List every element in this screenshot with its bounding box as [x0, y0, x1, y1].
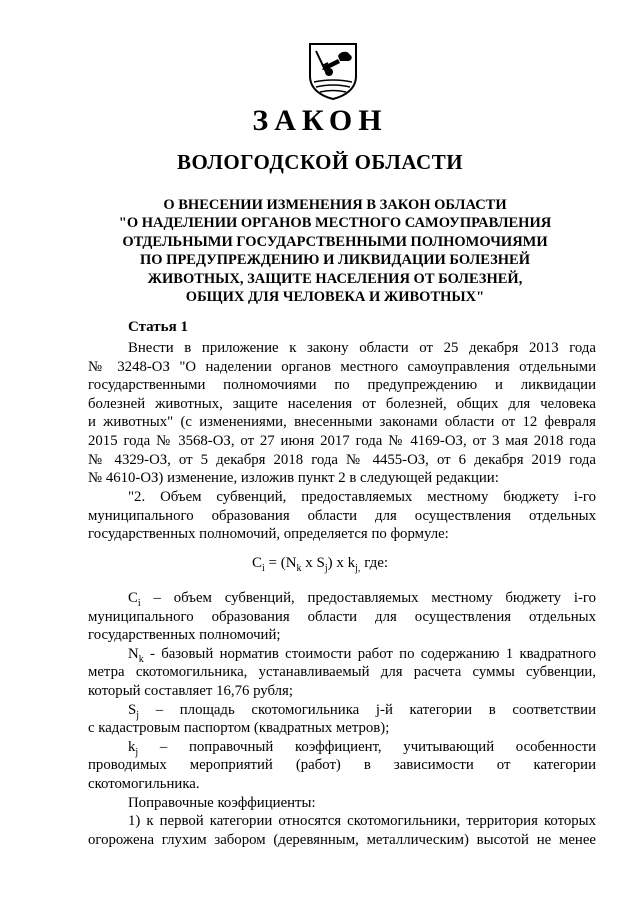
title-line: "О НАДЕЛЕНИИ ОРГАНОВ МЕСТНОГО САМОУПРАВЛЕНИЯ [118, 215, 552, 232]
article-paragraph [88, 339, 596, 488]
document-title [95, 196, 575, 306]
text-line: № 4329-ОЗ, от 5 декабря 2018 года № 4455-ОЗ, от 6 декабря 2019 года [88, 451, 596, 468]
text-line: № 3248-ОЗ "О наделении органов местного самоуправления отдельными [88, 358, 596, 375]
formula-subscript: j, [355, 563, 361, 574]
text-line: муниципального образования области для осуществления отдельных [88, 507, 596, 524]
formula-subscript: j [324, 563, 328, 574]
formula-part: x S [301, 555, 325, 571]
formula-part: где: [360, 555, 389, 571]
coefficients-heading: Поправочные коэффициенты: [128, 794, 316, 811]
text-line: с кадастровым паспортом (квадратных метров); [88, 720, 390, 737]
formula [0, 555, 640, 574]
title-line: ОБЩИХ ДЛЯ ЧЕЛОВЕКА И ЖИВОТНЫХ" [185, 289, 485, 306]
title-line: ПО ПРЕДУПРЕЖДЕНИЮ И ЛИКВИДАЦИИ БОЛЕЗНЕЙ [139, 252, 531, 269]
definition-sj: $S_j$ – площадь скотомогильника j-й категории в соответствии [128, 701, 596, 721]
text-line: муниципального образования области для осуществления отдельных [88, 608, 596, 625]
formula-part: ) x k [327, 555, 356, 571]
article-heading: Статья 1 [128, 319, 188, 335]
text-line: Внести в приложение к закону области от 25 декабря 2013 года [128, 340, 596, 356]
definition-nk: $N_k$ - базовый норматив стоимости работ по содержанию 1 квадратного [128, 645, 596, 665]
text-line: 2015 года № 3568-ОЗ, от 27 июня 2017 года № 4169-ОЗ, от 3 мая 2018 года [88, 432, 596, 449]
text-line: государственных полномочий; [88, 627, 281, 644]
definition-ci: $C_i$ – объем субвенций, предоставляемых местному бюджету i-го [128, 590, 596, 609]
definitions [88, 589, 596, 849]
formula-subscript: i [261, 563, 265, 574]
text-line: и животных" (с изменениями, внесенными законами области от 12 февраля [88, 414, 596, 431]
vologda-oblast-coat-of-arms-icon [304, 42, 362, 100]
title-line: О ВНЕСЕНИИ ИЗМЕНЕНИЯ В ЗАКОН ОБЛАСТИ [163, 197, 507, 213]
formula-symbol: C [251, 555, 262, 571]
text-line: проводимых мероприятий (работ) в зависимости от категории [88, 757, 596, 774]
formula-subscript: k [296, 563, 302, 574]
law-title: ЗАКОН [252, 104, 388, 137]
definition-kj: $k_j$ – поправочный коэффициент, учитывающий особенности [128, 738, 596, 758]
formula-part: = (N [264, 555, 297, 571]
text-line: который составляет 16,76 рубля; [88, 682, 293, 699]
text-line: скотомогильника. [88, 775, 200, 792]
title-line: ЖИВОТНЫХ, ЗАЩИТЕ НАСЕЛЕНИЯ ОТ БОЛЕЗНЕЙ, [147, 270, 523, 287]
text-line: государственными полномочиями по предупреждению и ликвидации [88, 377, 596, 394]
text-line: метра скотомогильника, устанавливаемый для расчета суммы субвенции, [88, 664, 596, 681]
point-2-paragraph [88, 488, 596, 544]
text-line: "2. Объем субвенций, предоставляемых местному бюджету i-го [128, 489, 596, 505]
text-line: огорожена глухим забором (деревянным, металлическим) высотой не менее [88, 831, 596, 848]
region-title: ВОЛОГОДСКОЙ ОБЛАСТИ [176, 150, 464, 174]
text-line: государственных полномочий, определяется по формуле: [88, 526, 449, 543]
text-line: болезней животных, защите населения от болезней, общих для человека [88, 395, 596, 412]
text-line: № 4610-ОЗ) изменение, изложив пункт 2 в следующей редакции: [88, 470, 499, 487]
title-line: ОТДЕЛЬНЫМИ ГОСУДАРСТВЕННЫМИ ПОЛНОМОЧИЯМИ [122, 233, 548, 250]
text-line: 1) к первой категории относятся скотомогильники, территория которых [128, 813, 596, 830]
